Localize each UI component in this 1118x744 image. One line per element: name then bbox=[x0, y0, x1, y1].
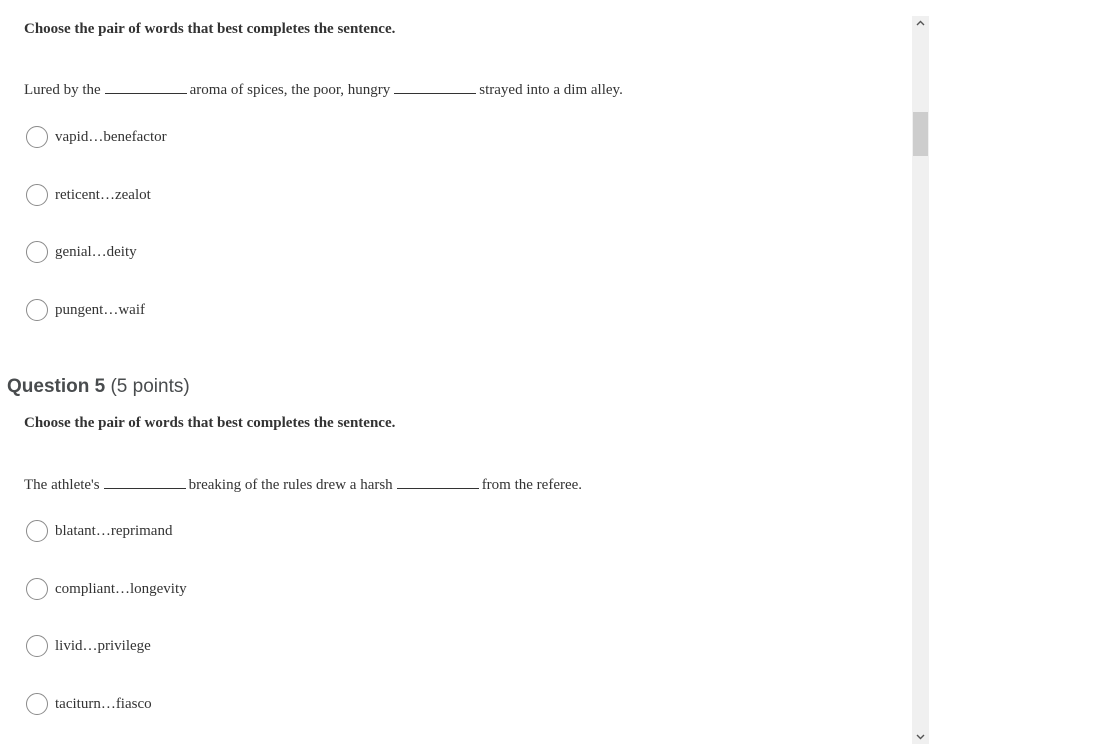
sentence-blank bbox=[104, 474, 186, 489]
sentence-text: breaking of the rules drew a harsh bbox=[188, 477, 393, 493]
question-4-option-3[interactable] bbox=[26, 239, 137, 265]
question-4-option-2[interactable] bbox=[26, 182, 151, 208]
chevron-up-icon[interactable] bbox=[912, 16, 929, 30]
radio-button[interactable] bbox=[26, 578, 48, 600]
question-5-option-2[interactable] bbox=[26, 576, 187, 602]
question-5-option-3[interactable] bbox=[26, 633, 151, 659]
sentence-blank bbox=[397, 474, 479, 489]
question-4-instruction: Choose the pair of words that best completes the sentence. bbox=[24, 21, 396, 37]
question-points: (5 points) bbox=[110, 376, 190, 397]
option-label: pungent…waif bbox=[55, 301, 145, 318]
sentence-text: The athlete's bbox=[24, 477, 100, 493]
question-4-option-1[interactable] bbox=[26, 124, 167, 150]
option-label: taciturn…fiasco bbox=[55, 695, 152, 712]
sentence-blank bbox=[394, 79, 476, 94]
radio-button[interactable] bbox=[26, 241, 48, 263]
radio-button[interactable] bbox=[26, 184, 48, 206]
sentence-text: strayed into a dim alley. bbox=[479, 82, 623, 98]
question-4-sentence bbox=[24, 79, 623, 99]
question-4-option-4[interactable] bbox=[26, 297, 145, 323]
question-5-instruction: Choose the pair of words that best completes the sentence. bbox=[24, 415, 396, 431]
question-5-heading bbox=[7, 376, 190, 398]
radio-button[interactable] bbox=[26, 693, 48, 715]
radio-button[interactable] bbox=[26, 299, 48, 321]
scrollbar-thumb[interactable] bbox=[913, 112, 928, 156]
radio-button[interactable] bbox=[26, 520, 48, 542]
question-5-sentence bbox=[24, 474, 582, 494]
question-number: Question 5 bbox=[7, 376, 106, 397]
radio-button[interactable] bbox=[26, 635, 48, 657]
question-5-option-1[interactable] bbox=[26, 518, 172, 544]
option-label: compliant…longevity bbox=[55, 580, 187, 597]
option-label: reticent…zealot bbox=[55, 186, 151, 203]
chevron-down-icon[interactable] bbox=[912, 730, 929, 744]
vertical-scrollbar[interactable] bbox=[912, 16, 929, 744]
sentence-text: aroma of spices, the poor, hungry bbox=[189, 82, 391, 98]
radio-button[interactable] bbox=[26, 126, 48, 148]
sentence-text: Lured by the bbox=[24, 82, 101, 98]
sentence-blank bbox=[105, 79, 187, 94]
option-label: genial…deity bbox=[55, 243, 137, 260]
sentence-text: from the referee. bbox=[481, 477, 583, 493]
option-label: blatant…reprimand bbox=[55, 522, 173, 539]
option-label: vapid…benefactor bbox=[55, 128, 167, 145]
option-label: livid…privilege bbox=[55, 637, 151, 654]
question-5-option-4[interactable] bbox=[26, 691, 152, 717]
